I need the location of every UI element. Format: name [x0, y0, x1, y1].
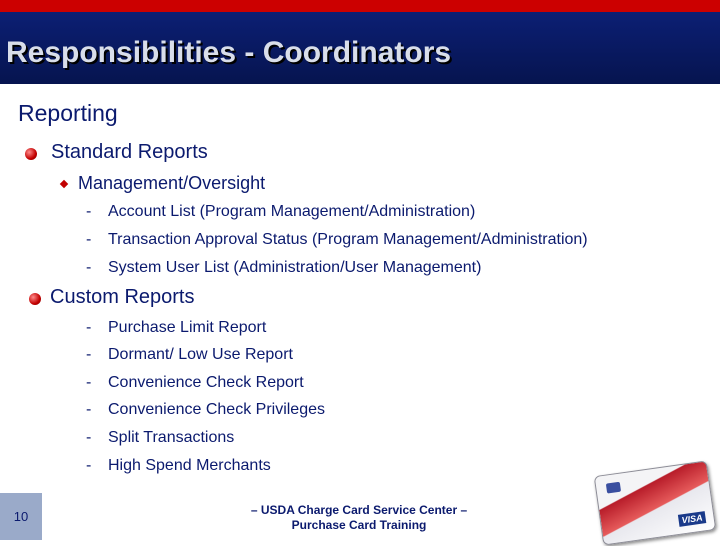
- list-item: Account List (Program Management/Administration): [108, 203, 476, 220]
- list-item: Dormant/ Low Use Report: [108, 346, 293, 363]
- slide-title: Responsibilities - Coordinators: [6, 36, 452, 69]
- dash-bullet: -: [86, 231, 92, 248]
- list-item: High Spend Merchants: [108, 457, 271, 474]
- dash-bullet: -: [86, 401, 92, 418]
- page-number: 10: [0, 493, 42, 540]
- card-logo-icon: [606, 482, 621, 494]
- list-item: Convenience Check Privileges: [108, 401, 325, 418]
- custom-reports-label: Custom Reports: [50, 286, 195, 308]
- diamond-bullet-icon: [60, 180, 68, 188]
- purchase-card-image: [594, 460, 717, 545]
- top-accent-bar: [0, 0, 720, 12]
- dash-bullet: -: [86, 374, 92, 391]
- list-item: Transaction Approval Status (Program Management/Administration): [108, 231, 588, 248]
- standard-reports-label: Standard Reports: [51, 141, 208, 163]
- list-item: Split Transactions: [108, 429, 235, 446]
- dash-bullet: -: [86, 259, 92, 276]
- bullet-icon: [29, 293, 41, 305]
- footer-line-2: Purchase Card Training: [291, 518, 427, 532]
- dash-bullet: -: [86, 457, 92, 474]
- footer-line-1: – USDA Charge Card Service Center –: [250, 503, 468, 517]
- visa-logo: VISA: [678, 511, 706, 527]
- dash-bullet: -: [86, 203, 92, 220]
- list-item: Purchase Limit Report: [108, 319, 267, 336]
- management-oversight-label: Management/Oversight: [78, 173, 266, 193]
- dash-bullet: -: [86, 319, 92, 336]
- dash-bullet: -: [86, 429, 92, 446]
- footer-caption: [200, 503, 518, 533]
- list-item: Convenience Check Report: [108, 374, 304, 391]
- list-item: System User List (Administration/User Management): [108, 259, 482, 276]
- dash-bullet: -: [86, 346, 92, 363]
- bullet-icon: [25, 148, 37, 160]
- section-heading: Reporting: [18, 100, 118, 126]
- slide-header: [0, 12, 720, 84]
